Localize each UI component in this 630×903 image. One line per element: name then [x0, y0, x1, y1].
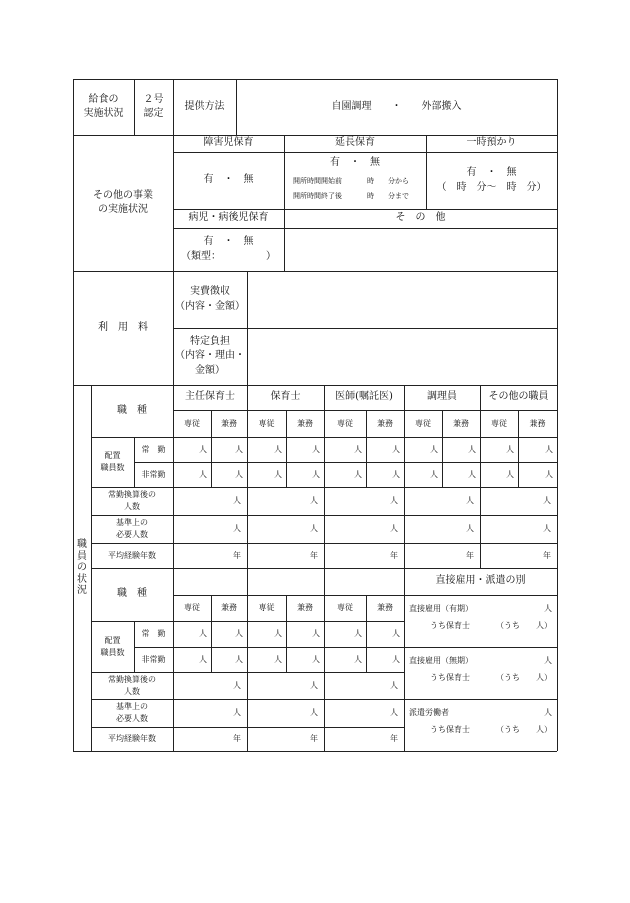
concurrent-header: 兼務	[377, 418, 393, 428]
required-person-unit: 人	[390, 524, 398, 533]
sick-child-care-header: 病児・病後児保育	[188, 212, 269, 224]
person-unit: 人	[392, 444, 400, 454]
person-unit: 人	[506, 444, 514, 454]
dedicated-header: 専従	[337, 418, 353, 428]
dedicated-header-2: 専従	[184, 603, 200, 612]
employment-person-unit: 人	[544, 604, 552, 613]
disability-care-value: 有 ・ 無	[203, 174, 254, 186]
person-unit: 人	[274, 469, 282, 479]
concurrent-header-2: 兼務	[377, 603, 393, 612]
required-person-unit: 人	[233, 524, 241, 533]
person-unit: 人	[274, 444, 282, 454]
employment-sub-value: （うち 人）	[496, 725, 552, 734]
person-unit-2: 人	[354, 629, 362, 638]
certification-type: ２号 認定	[143, 93, 164, 119]
concurrent-header-2: 兼務	[297, 603, 313, 612]
employment-type-label: 派遣労働者	[409, 708, 449, 717]
extended-close-unit: 時 分まで	[367, 192, 409, 201]
experience-year-unit: 年	[233, 550, 241, 560]
dedicated-header: 専従	[491, 418, 507, 428]
fte-label: 常勤換算後の 人数	[108, 490, 156, 511]
concurrent-header: 兼務	[297, 418, 313, 428]
experience-label: 平均経験年数	[108, 550, 156, 560]
placement-label-2: 配置 職員数	[100, 635, 125, 657]
staff-type-header: 調理員	[427, 391, 457, 403]
actual-cost-label: 実費徴収 （内容・金額）	[175, 286, 245, 312]
fte-person-unit: 人	[466, 496, 474, 505]
required-person-unit-2: 人	[390, 708, 398, 717]
person-unit-2: 人	[354, 654, 362, 664]
concurrent-header: 兼務	[453, 418, 469, 428]
employment-header: 直接雇用・派遣の別	[435, 575, 526, 587]
required-person-unit: 人	[543, 524, 551, 533]
fees-label: 利 用 料	[98, 321, 148, 333]
person-unit-2: 人	[274, 654, 282, 664]
required-label-2: 基準上の 必要人数	[116, 702, 148, 723]
fte-person-unit-2: 人	[310, 680, 318, 690]
experience-year-unit: 年	[466, 550, 474, 560]
employment-sub-value: （うち 人）	[496, 621, 552, 630]
extended-close-label: 開所時間終了後	[293, 192, 342, 201]
occupation-label-2: 職 種	[117, 588, 147, 600]
person-unit-2: 人	[235, 629, 243, 638]
temporary-care-header: 一時預かり	[466, 137, 517, 149]
meal-method-value: 自園調理 ・ 外部搬入	[331, 100, 462, 112]
meal-method-label: 提供方法	[184, 100, 225, 112]
required-person-unit: 人	[310, 524, 318, 533]
person-unit: 人	[312, 444, 320, 454]
person-unit: 人	[199, 444, 207, 454]
person-unit: 人	[354, 444, 362, 454]
parttime-label-2: 非常勤	[141, 654, 166, 664]
person-unit: 人	[506, 469, 514, 479]
employment-sub-value: （うち 人）	[496, 673, 552, 682]
person-unit: 人	[235, 469, 243, 479]
person-unit: 人	[199, 469, 207, 479]
disability-care-header: 障害児保育	[203, 137, 254, 149]
fte-label-2: 常勤換算後の 人数	[108, 674, 156, 696]
employment-person-unit: 人	[544, 708, 552, 717]
person-unit: 人	[468, 444, 476, 454]
dedicated-header: 専従	[415, 418, 431, 428]
required-label: 基準上の 必要人数	[116, 518, 148, 539]
experience-label-2: 平均経験年数	[108, 734, 156, 743]
fte-person-unit-2: 人	[233, 680, 241, 690]
employment-sub-label: うち保育士	[430, 621, 470, 630]
person-unit-2: 人	[312, 629, 320, 638]
experience-year-unit: 年	[543, 550, 551, 560]
temporary-care-value: 有 ・ 無 （ 時 分～ 時 分）	[436, 167, 547, 193]
staff-type-header: 医師(嘱託医)	[335, 391, 393, 403]
experience-year-unit: 年	[390, 550, 398, 560]
person-unit: 人	[430, 444, 438, 454]
person-unit-2: 人	[274, 629, 282, 638]
fte-person-unit: 人	[390, 496, 398, 505]
employment-sub-label: うち保育士	[430, 725, 470, 734]
extended-care-value: 有 ・ 無	[330, 156, 380, 168]
experience-year-unit: 年	[310, 550, 318, 560]
concurrent-header: 兼務	[529, 418, 546, 428]
fte-person-unit: 人	[543, 496, 551, 505]
fte-person-unit-2: 人	[390, 680, 398, 690]
meal-status-label: 給食の 実施状況	[83, 93, 124, 119]
placement-label: 配置 職員数	[100, 451, 125, 472]
person-unit-2: 人	[392, 654, 400, 664]
employment-sub-label: うち保育士	[430, 673, 470, 682]
concurrent-header: 兼務	[221, 418, 237, 428]
required-person-unit-2: 人	[310, 708, 318, 717]
fulltime-label: 常 勤	[141, 444, 166, 454]
employment-type-label: 直接雇用（無期）	[409, 656, 473, 665]
required-person-unit-2: 人	[233, 708, 241, 717]
dedicated-header-2: 専従	[337, 603, 353, 612]
employment-type-label: 直接雇用（有期）	[409, 604, 473, 613]
dedicated-header: 専従	[258, 418, 275, 428]
person-unit-2: 人	[392, 629, 400, 638]
extended-open-unit: 時 分から	[367, 177, 409, 186]
concurrent-header-2: 兼務	[221, 603, 237, 612]
sick-child-care-value: 有 ・ 無 （類型： ）	[181, 236, 276, 262]
experience-year-unit-2: 年	[390, 734, 398, 743]
other-services-label: その他の事業 の実施状況	[93, 189, 153, 215]
person-unit: 人	[235, 444, 243, 454]
experience-year-unit-2: 年	[233, 734, 241, 743]
other-header: そ の 他	[395, 212, 446, 224]
person-unit-2: 人	[235, 654, 243, 664]
required-person-unit: 人	[466, 524, 474, 533]
staff-section-label: 職 員 の 状 況	[77, 539, 87, 597]
person-unit: 人	[354, 469, 362, 479]
staff-type-header: 保育士	[270, 391, 301, 403]
employment-person-unit: 人	[544, 656, 552, 665]
fte-person-unit: 人	[233, 496, 241, 505]
fte-person-unit: 人	[310, 496, 318, 505]
extended-open-label: 開所時間開始前	[293, 177, 342, 186]
special-charge-label: 特定負担 （内容・理由・ 金額）	[175, 335, 245, 376]
extended-care-header: 延長保育	[335, 137, 375, 149]
person-unit-2: 人	[199, 654, 207, 664]
parttime-label: 非常勤	[141, 469, 166, 479]
person-unit-2: 人	[199, 629, 207, 638]
occupation-label: 職 種	[117, 404, 147, 416]
staff-type-header: その他の職員	[488, 391, 549, 403]
experience-year-unit-2: 年	[310, 734, 318, 743]
staff-type-header: 主任保育士	[185, 391, 235, 403]
dedicated-header: 専従	[184, 418, 200, 428]
fulltime-label-2: 常 勤	[141, 629, 166, 638]
person-unit: 人	[545, 469, 553, 479]
dedicated-header-2: 専従	[258, 603, 275, 612]
person-unit: 人	[430, 469, 438, 479]
person-unit: 人	[545, 444, 553, 454]
person-unit: 人	[392, 469, 400, 479]
person-unit: 人	[312, 469, 320, 479]
person-unit-2: 人	[312, 654, 320, 664]
person-unit: 人	[468, 469, 476, 479]
